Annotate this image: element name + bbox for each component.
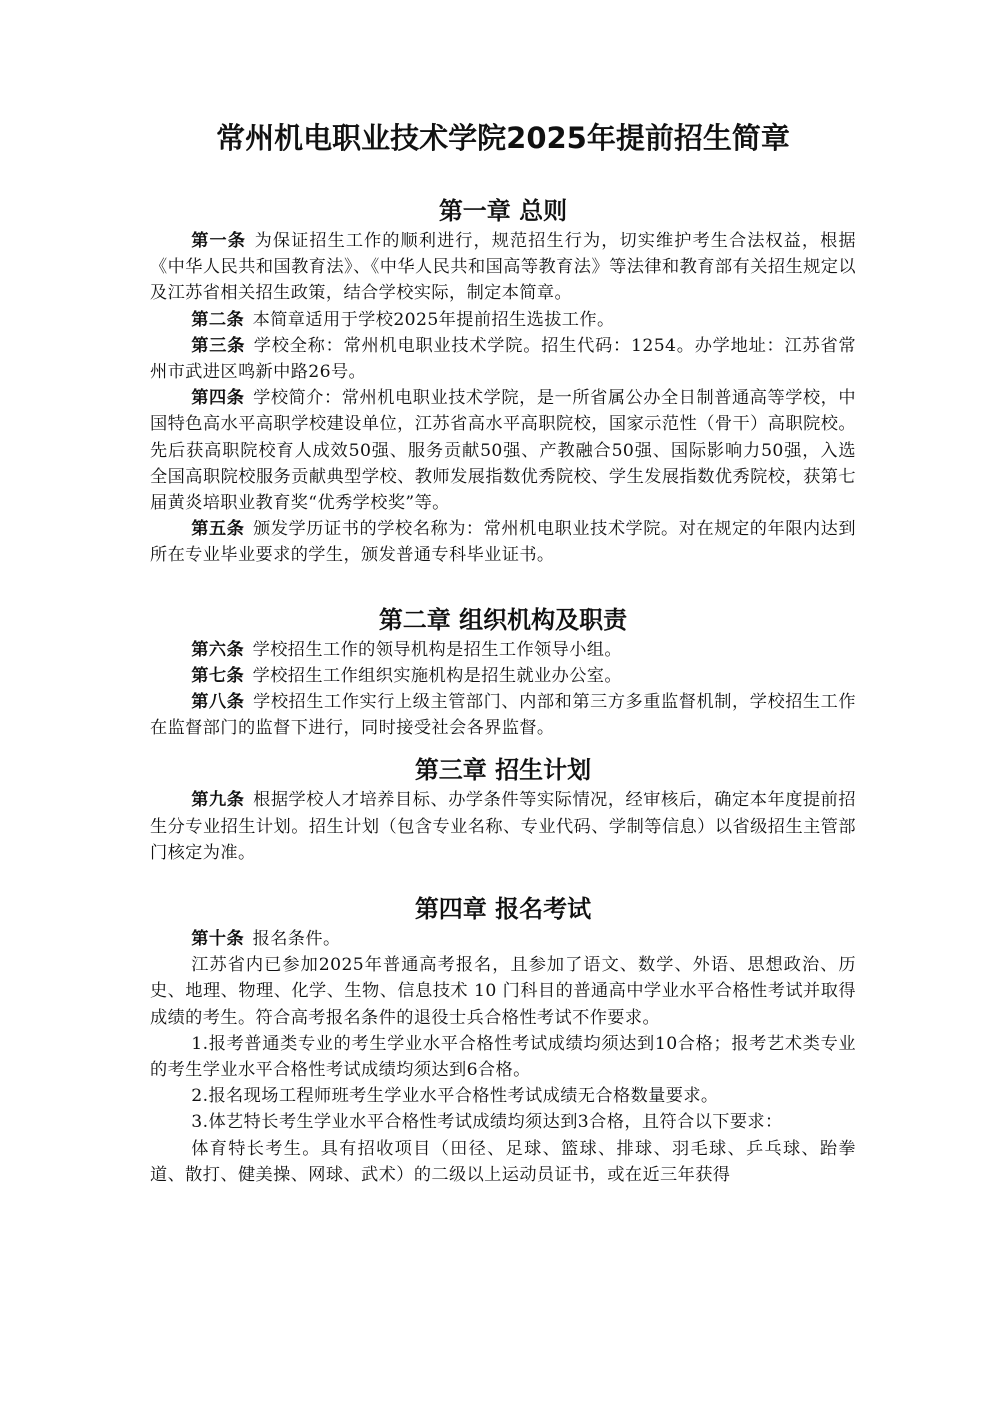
chapter-2 bbox=[150, 603, 856, 742]
paragraph: 体育特长考生。具有招收项目（田径、足球、篮球、排球、羽毛球、乒乓球、跆拳道、散打、健美操、网球、武术）的二级以上运动员证书，或在近三年获得 bbox=[150, 1138, 856, 1185]
article bbox=[150, 516, 856, 568]
article-number: 第三条 bbox=[191, 335, 246, 356]
article-number: 第九条 bbox=[191, 790, 245, 811]
document-page bbox=[150, 112, 856, 1188]
article bbox=[150, 228, 856, 307]
article bbox=[150, 637, 856, 663]
article-text: 学校全称：常州机电职业技术学院。招生代码：1254。办学地址：江苏省常州市武进区鸣新中路26号。 bbox=[150, 335, 857, 383]
article bbox=[150, 689, 856, 741]
chapter-title: 第一章 总则 bbox=[438, 197, 568, 225]
article-text: 学校招生工作实行上级主管部门、内部和第三方多重监督机制，学校招生工作在监督部门的监督下进行，同时接受社会各界监督。 bbox=[150, 692, 856, 739]
article-number: 第一条 bbox=[191, 231, 246, 251]
article-number: 第二条 bbox=[191, 309, 245, 330]
article-text: 学校招生工作的领导机构是招生工作领导小组。 bbox=[252, 639, 622, 660]
chapter-title: 第二章 组织机构及职责 bbox=[378, 605, 628, 634]
article-text: 为保证招生工作的顺利进行，规范招生行为，切实维护考生合法权益，根据《中华人民共和国教育法》、《中华人民共和国高等教育法》等法律和教育部有关招生规定以及江苏省相关招生政策，结合学校实际，制定本简章。 bbox=[150, 231, 856, 304]
article-number: 第七条 bbox=[191, 665, 245, 686]
article bbox=[150, 333, 856, 385]
article-number: 第十条 bbox=[191, 929, 245, 950]
document-title: 常州机电职业技术学院2025年提前招生简章 bbox=[216, 121, 790, 155]
paragraph: 3.体艺特长考生学业水平合格性考试成绩均须达到3合格，且符合以下要求： bbox=[191, 1112, 783, 1133]
article-number: 第四条 bbox=[191, 388, 245, 409]
chapter-title: 第四章 报名考试 bbox=[414, 895, 592, 924]
article-number: 第六条 bbox=[191, 639, 245, 660]
article-text: 本简章适用于学校2025年提前招生选拔工作。 bbox=[252, 309, 615, 330]
chapter-title: 第三章 招生计划 bbox=[414, 756, 592, 785]
article-text: 颁发学历证书的学校名称为：常州机电职业技术学院。对在规定的年限内达到所在专业毕业要求的学生，颁发普通专科毕业证书。 bbox=[150, 519, 856, 566]
article-text: 报名条件。 bbox=[252, 929, 341, 950]
article-text: 学校招生工作组织实施机构是招生就业办公室。 bbox=[252, 665, 622, 686]
article-text: 根据学校人才培养目标、办学条件等实际情况，经审核后，确定本年度提前招生分专业招生计划。招生计划（包含专业名称、专业代码、学制等信息）以省级招生主管部门核定为准。 bbox=[150, 790, 856, 863]
article bbox=[150, 663, 856, 689]
paragraph: 1.报考普通类专业的考生学业水平合格性考试成绩均须达到10合格；报考艺术类专业的考生学业水平合格性考试成绩均须达到6合格。 bbox=[150, 1033, 856, 1081]
article-text: 学校简介：常州机电职业技术学院，是一所省属公办全日制普通高等学校，中国特色高水平高职学校建设单位，江苏省高水平高职院校，国家示范性（骨干）高职院校。先后获高职院校育人成效50强、服务贡献50强、产教融合50强、国际影响力50强，入选全国高职院校服务贡献典型学校、教师发展指数优秀院校、学生发展指数优秀院校，获第七届黄炎培职业教育奖“优秀学校奖”等。 bbox=[150, 388, 856, 514]
article bbox=[150, 385, 856, 516]
paragraph: 2.报名现场工程师班考生学业水平合格性考试成绩无合格数量要求。 bbox=[191, 1086, 719, 1107]
chapter-3 bbox=[150, 753, 856, 866]
chapter-4 bbox=[150, 892, 856, 1188]
article bbox=[150, 926, 856, 952]
paragraph: 江苏省内已参加2025年普通高考报名，且参加了语文、数学、外语、思想政治、历史、地理、物理、化学、生物、信息技术 10 门科目的普通高中学业水平合格性考试并取得成绩的考生。符合高考报名条件的退役士兵合格性考试不作要求。 bbox=[150, 955, 856, 1028]
chapter-1 bbox=[150, 194, 856, 569]
article bbox=[150, 307, 856, 333]
article-number: 第五条 bbox=[191, 519, 245, 540]
article bbox=[150, 787, 856, 866]
article-number: 第八条 bbox=[191, 692, 245, 713]
